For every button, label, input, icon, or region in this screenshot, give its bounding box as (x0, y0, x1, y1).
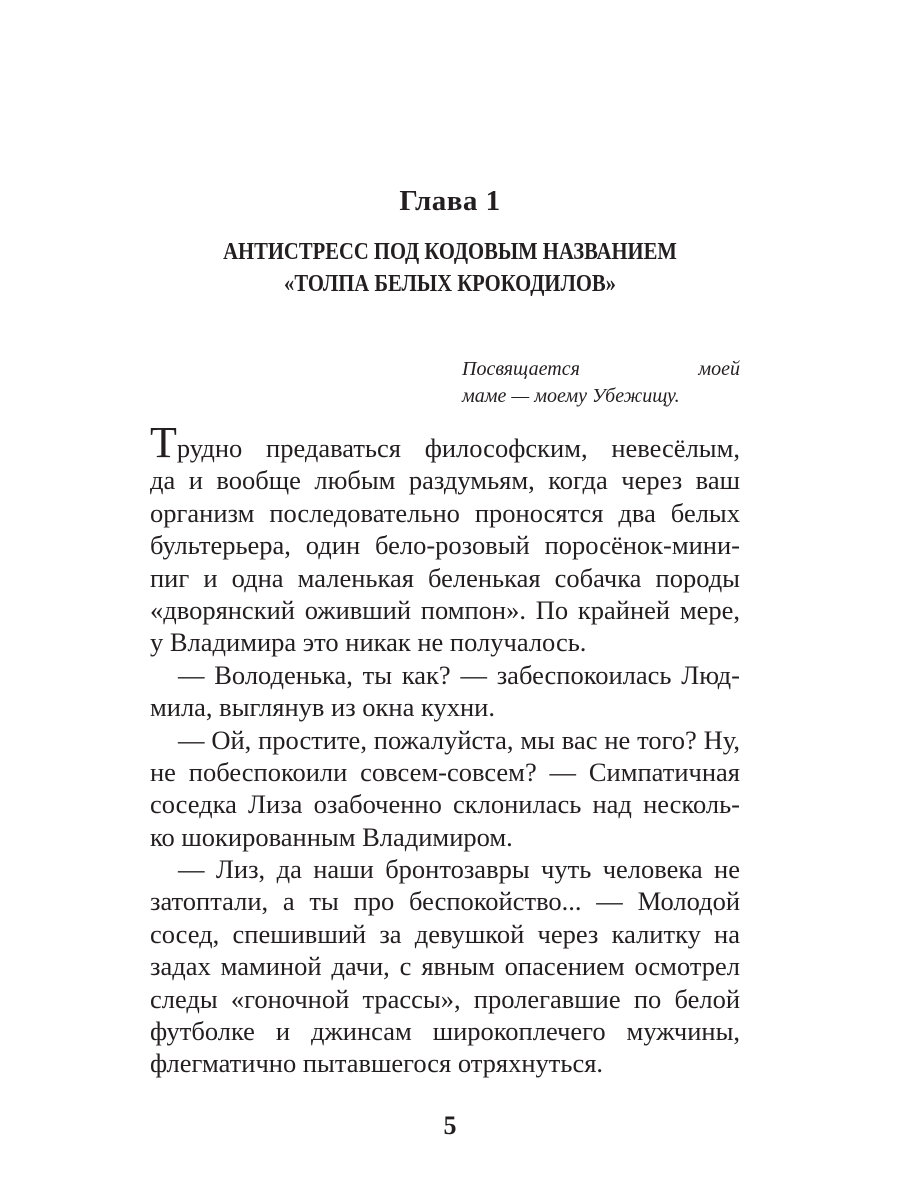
text-line: бультерьера, один бело-розовый поросёнок-мини- (150, 530, 740, 561)
chapter-number: Глава 1 (399, 185, 501, 217)
drop-cap: Т (150, 418, 177, 467)
text-line: — Ой, простите, пожалуйста, мы вас не того? Ну, (178, 724, 740, 755)
text-line: — Володенька, ты как? — забеспокоилась Люд- (178, 659, 740, 690)
text-line-rest: рудно предаваться философским, невесёлым, (176, 433, 740, 463)
chapter-title (63, 236, 837, 300)
text-line: следы «гоночной трассы», пролегавшие по белой (150, 983, 740, 1014)
dedication-line: маме — моему Убежищу. (462, 385, 680, 407)
text-line: футболке и джинсам широкоплечего мужчины, (150, 1016, 740, 1047)
text-line: не побеспокоили совсем-совсем? — Симпатичная (150, 756, 740, 787)
chapter-title-line: «ТОЛПА БЕЛЫХ КРОКОДИЛОВ» (284, 271, 616, 297)
text-line: соседка Лиза озабоченно склонилась над несколь- (150, 789, 740, 820)
text-line: задах маминой дачи, с явным опасением осмотрел (150, 951, 740, 982)
text-line: сосед, спешивший за девушкой через калитку на (150, 918, 740, 949)
text-line: затоптали, а ты про беспокойство... — Молодой (150, 886, 740, 917)
body-text (150, 418, 740, 1080)
text-line (150, 418, 740, 467)
text-line: пиг и одна маленькая беленькая собачка породы (150, 562, 740, 593)
text-line: мила, выглянув из окна кухни. (150, 692, 495, 723)
text-line: флегматично пытавшегося отряхнуться. (150, 1048, 604, 1079)
text-line: организм последовательно проносятся два белых (150, 497, 740, 528)
dedication (462, 356, 740, 410)
dedication-line: Посвящается моей (462, 358, 740, 380)
text-line: у Владимира это никак не получалось. (150, 627, 587, 658)
text-line: ко шокированным Владимиром. (150, 821, 513, 852)
text-line: — Лиз, да наши бронтозавры чуть человека не (178, 854, 740, 885)
text-line: да и вообще любым раздумьям, когда через ваш (150, 465, 740, 496)
chapter-title-line: АНТИСТРЕСС ПОД КОДОВЫМ НАЗВАНИЕМ (223, 239, 677, 265)
text-line: «дворянский оживший помпон». По крайней мере, (150, 594, 740, 625)
page-number: 5 (443, 1111, 457, 1140)
